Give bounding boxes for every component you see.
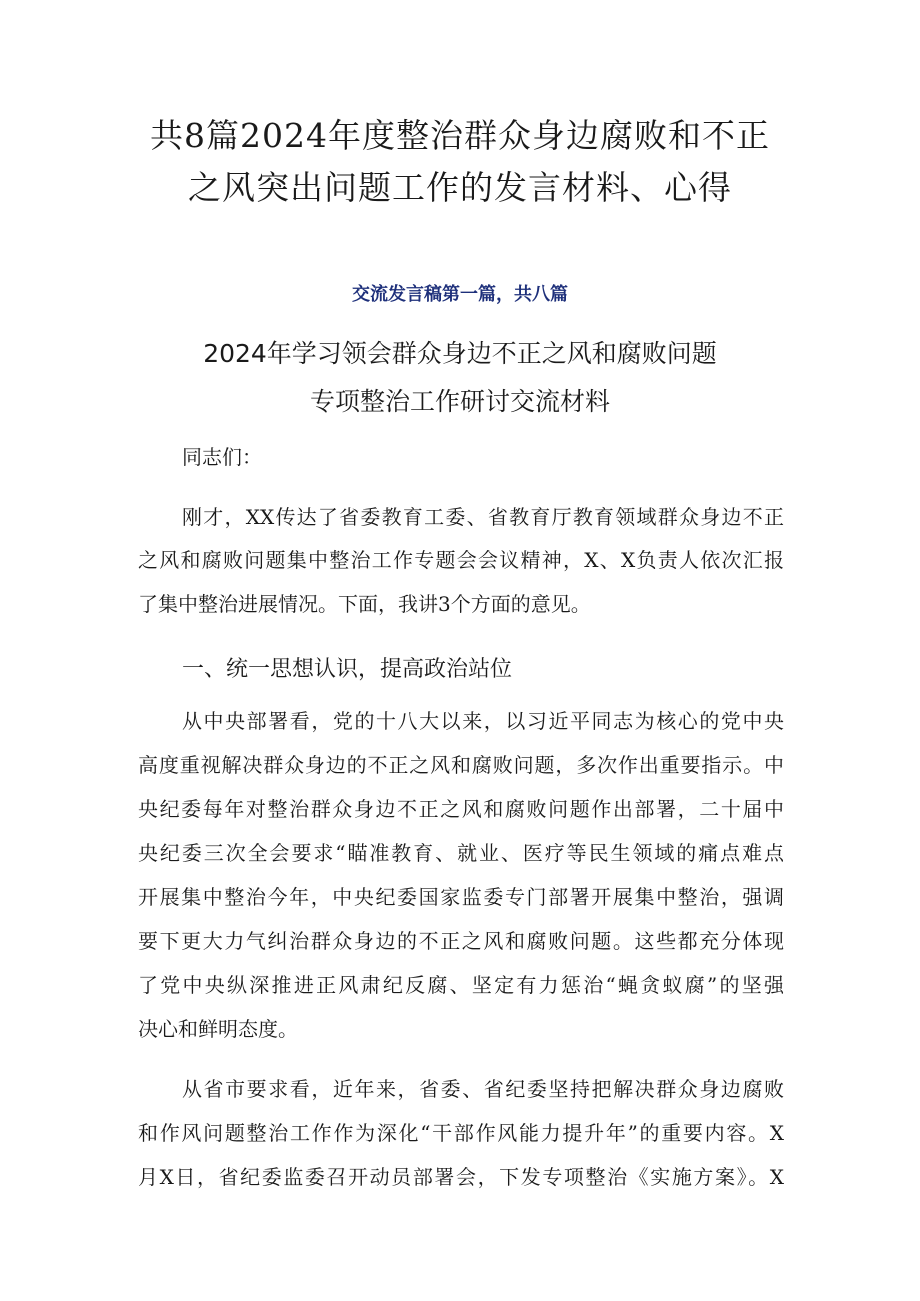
greeting: 同志们： — [182, 445, 262, 469]
paragraph2-line: 要下更大力气纠治群众身边的不正之风和腐败问题。这些都充分体现 — [138, 929, 784, 953]
section-heading-1: 一、统一思想认识，提高政治站位 — [182, 657, 513, 682]
paragraph1-line: 刚才，XX传达了省委教育工委、省教育厅教育领域群众身边不正 — [182, 505, 784, 529]
paragraph1-line: 了集中整治进展情况。下面，我讲3个方面的意见。 — [138, 592, 591, 616]
paragraph2-line: 高度重视解决群众身边的不正之风和腐败问题，多次作出重要指示。中 — [138, 753, 784, 777]
paragraph3-line: 月X日，省纪委监委召开动员部署会，下发专项整治《实施方案》。X — [138, 1165, 784, 1189]
paragraph2-line: 从中央部署看，党的十八大以来，以习近平同志为核心的党中央 — [182, 709, 784, 733]
paragraph3-line: 和作风问题整治工作作为深化“干部作风能力提升年”的重要内容。X — [138, 1121, 784, 1145]
paragraph3-line: 从省市要求看，近年来，省委、省纪委坚持把解决群众身边腐败 — [182, 1077, 784, 1101]
paragraph2-line: 了党中央纵深推进正风肃纪反腐、坚定有力惩治“蝇贪蚁腐”的坚强 — [138, 973, 784, 997]
paragraph2-line: 开展集中整治今年，中央纪委国家监委专门部署开展集中整治，强调 — [138, 885, 784, 909]
paragraph2-line: 央纪委每年对整治群众身边不正之风和腐败问题作出部署，二十届中 — [138, 797, 784, 821]
document-title-line-1: 共8篇2024年度整治群众身边腐败和不正 — [150, 116, 770, 155]
main-title-line-1: 2024年学习领会群众身边不正之风和腐败问题 — [203, 339, 717, 368]
document-title-line-2: 之风突出问题工作的发言材料、心得 — [188, 168, 732, 207]
paragraph2-line: 决心和鲜明态度。 — [138, 1017, 298, 1041]
section-subheading: 交流发言稿第一篇，共八篇 — [352, 284, 568, 305]
main-title-line-2: 专项整治工作研讨交流材料 — [309, 387, 610, 416]
paragraph1-line: 之风和腐败问题集中整治工作专题会会议精神，X、X负责人依次汇报 — [138, 548, 784, 572]
paragraph2-line: 央纪委三次全会要求“瞄准教育、就业、医疗等民生领域的痛点难点 — [138, 841, 784, 865]
